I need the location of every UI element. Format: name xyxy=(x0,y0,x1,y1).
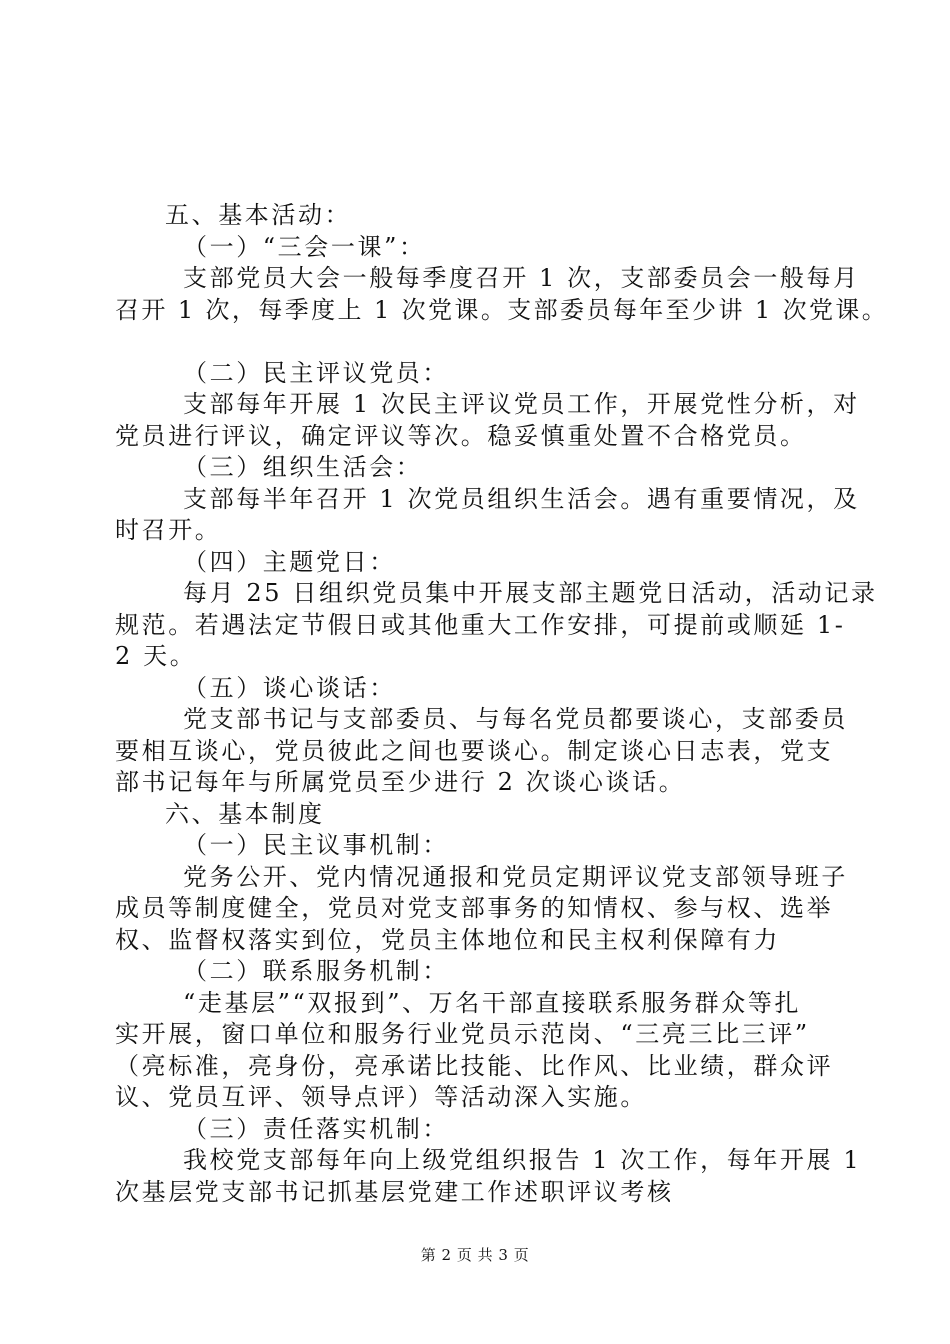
paragraph-line: 支部每年开展 1 次民主评议党员工作，开展党性分析，对 xyxy=(183,390,860,418)
subheading-liaison-service: （二）联系服务机制： xyxy=(183,957,449,985)
paragraph-line: 召开 1 次，每季度上 1 次党课。支部委员每年至少讲 1 次党课。 xyxy=(115,295,889,324)
subheading-heart-to-heart-talk: （五）谈心谈话： xyxy=(183,673,396,702)
paragraph-line: 支部每半年召开 1 次党员组织生活会。遇有重要情况，及 xyxy=(183,484,860,513)
document-body xyxy=(115,200,889,1208)
paragraph-line: 要相互谈心，党员彼此之间也要谈心。制定谈心日志表，党支 xyxy=(115,736,834,765)
subheading-organizational-life-meeting: （三）组织生活会： xyxy=(183,453,423,481)
paragraph-line: 2 天。 xyxy=(115,642,197,670)
paragraph-line: 实开展，窗口单位和服务行业党员示范岗、“三亮三比三评” xyxy=(115,1020,810,1048)
section-heading-basic-systems: 六、基本制度 xyxy=(165,799,325,828)
subheading-theme-party-day: （四）主题党日： xyxy=(183,547,396,576)
paragraph-line: （亮标准，亮身份，亮承诺比技能、比作风、比业绩，群众评 xyxy=(115,1051,834,1080)
paragraph-line: 每月 25 日组织党员集中开展支部主题党日活动，活动记录 xyxy=(183,579,878,607)
page-number-footer: 第 2 页 共 3 页 xyxy=(420,1246,530,1264)
subheading-democratic-appraisal: （二）民主评议党员： xyxy=(183,358,449,387)
subheading-responsibility-implementation: （三）责任落实机制： xyxy=(183,1114,449,1143)
section-heading-basic-activities: 五、基本活动： xyxy=(165,201,352,229)
blank-line xyxy=(115,326,840,358)
paragraph-line: 议、党员互评、领导点评）等活动深入实施。 xyxy=(115,1083,647,1111)
paragraph-line: 支部党员大会一般每季度召开 1 次，支部委员会一般每月 xyxy=(183,264,860,292)
paragraph-line: 时召开。 xyxy=(115,516,222,544)
paragraph-line: 成员等制度健全，党员对党支部事务的知情权、参与权、选举 xyxy=(115,894,834,922)
subheading-democratic-deliberation: （一）民主议事机制： xyxy=(183,831,449,859)
paragraph-line: 次基层党支部书记抓基层党建工作述职评议考核 xyxy=(115,1177,674,1206)
paragraph-line: 党员进行评议，确定评议等次。稳妥慎重处置不合格党员。 xyxy=(115,421,807,450)
paragraph-line: 权、监督权落实到位，党员主体地位和民主权利保障有力 xyxy=(115,925,780,954)
paragraph-line: 党支部书记与支部委员、与每名党员都要谈心，支部委员 xyxy=(183,705,848,733)
paragraph-line: 我校党支部每年向上级党组织报告 1 次工作，每年开展 1 xyxy=(183,1146,862,1174)
paragraph-line: 党务公开、党内情况通报和党员定期评议党支部领导班子 xyxy=(183,862,848,891)
paragraph-line: 部书记每年与所属党员至少进行 2 次谈心谈话。 xyxy=(115,768,686,796)
paragraph-line: “走基层”“双报到”、万名干部直接联系服务群众等扎 xyxy=(183,988,802,1017)
paragraph-line: 规范。若遇法定节假日或其他重大工作安排，可提前或顺延 1- xyxy=(115,610,846,639)
subheading-three-meetings-one-lesson: （一）“三会一课”： xyxy=(183,232,426,261)
